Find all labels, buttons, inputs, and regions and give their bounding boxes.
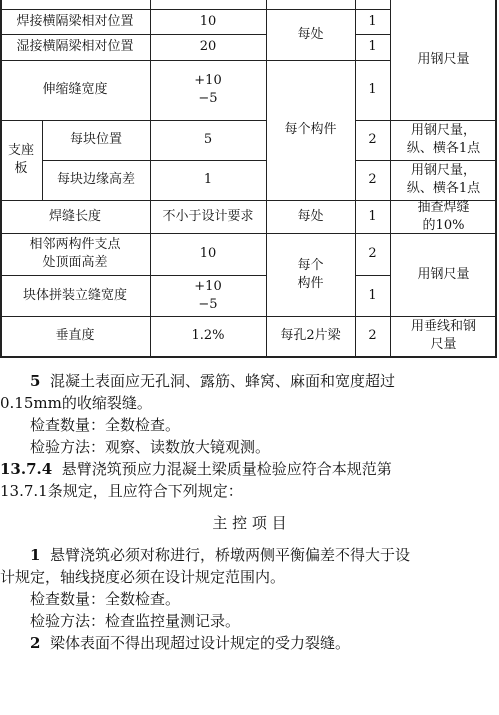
value-cell: 5	[203, 132, 213, 147]
group-cell	[0, 120, 42, 200]
section-text: 悬臂浇筑预应力混凝土梁质量检验应符合本规范第	[61, 460, 392, 478]
range-cell: 每处	[297, 26, 324, 42]
item-cell: 伸缩缝宽度	[42, 82, 108, 97]
range-cell: 每处	[297, 208, 324, 224]
item-cell: 每块边缘高差	[56, 172, 135, 187]
method-line: 尺量	[430, 337, 457, 352]
table-border-bottom	[0, 356, 497, 358]
method-line: 用垂线和钢	[410, 319, 476, 334]
paragraph-text: 梁体表面不得出现超过设计规定的受力裂缝。	[49, 634, 350, 652]
range-cell: 每孔2片梁	[280, 328, 341, 343]
method-line: 纵、横各1点	[406, 181, 481, 196]
method-line: 抽查焊缝	[417, 199, 470, 215]
method-cell	[390, 200, 497, 233]
seq-cell: 2	[368, 246, 377, 261]
paragraph-2	[0, 632, 499, 654]
value-cell: 1.2%	[191, 328, 225, 343]
seq-cell: 1	[368, 287, 377, 303]
seq-cell: 2	[368, 172, 377, 187]
value-line: +10	[194, 278, 222, 294]
item-cell	[0, 233, 150, 275]
method-cell	[390, 120, 497, 160]
method-cell: 用钢尺量	[417, 266, 470, 282]
paragraph-text: 混凝土表面应无孔洞、露筋、蜂窝、麻面和宽度超过	[49, 372, 395, 390]
value-cell: 不小于设计要求	[162, 208, 254, 224]
value-line: +10	[194, 73, 222, 88]
value-cell: 10	[199, 13, 217, 29]
group-line: 板	[14, 161, 28, 176]
value-cell	[150, 60, 266, 120]
value-cell: 20	[199, 39, 217, 54]
document-body	[0, 370, 499, 654]
range-cell: 每个构件	[284, 122, 337, 137]
item-cell: 块体拼装立缝宽度	[22, 287, 127, 303]
method-cell: 用钢尺量	[417, 52, 470, 67]
method-line: 用钢尺量，	[410, 123, 476, 138]
value-line: −5	[198, 91, 218, 106]
method-cell	[390, 316, 497, 356]
range-line: 每个	[297, 257, 324, 273]
paragraph-1	[0, 544, 499, 566]
seq-cell: 2	[368, 132, 377, 147]
section-continuation: 13.7.1条规定，且应符合下列规定：	[0, 482, 243, 500]
method-line: 用钢尺量，	[410, 163, 476, 178]
item-line: 处顶面高差	[42, 255, 108, 270]
check-quantity: 检查数量：全数检查。	[30, 590, 181, 608]
item-number: 5	[30, 372, 41, 390]
paragraph-text: 悬臂浇筑必须对称进行，桥墩两侧平衡偏差不得大于设	[49, 546, 410, 564]
method-line: 纵、横各1点	[406, 141, 481, 156]
paragraph-continuation: 0.15mm的收缩裂缝。	[0, 394, 152, 412]
section-heading: 主 控 项 目	[212, 514, 287, 532]
seq-cell: 1	[368, 208, 377, 224]
section-13-7-4	[0, 458, 499, 480]
value-cell: 10	[199, 246, 217, 261]
inspection-table	[0, 0, 497, 358]
value-line: −5	[198, 296, 218, 312]
paragraph-5	[0, 370, 499, 392]
check-quantity: 检查数量：全数检查。	[30, 416, 181, 434]
item-cell: 焊接横隔梁相对位置	[16, 13, 134, 29]
method-line: 的10%	[422, 217, 465, 233]
seq-cell: 1	[368, 82, 377, 97]
item-cell: 每块位置	[69, 132, 122, 147]
value-cell: 1	[203, 172, 213, 187]
item-number: 1	[30, 546, 41, 564]
paragraph-continuation: 计规定，轴线挠度必须在设计规定范围内。	[0, 568, 286, 586]
seq-cell: 1	[368, 39, 377, 54]
section-number: 13.7.4	[0, 460, 53, 478]
item-number: 2	[30, 634, 41, 652]
value-cell	[150, 275, 266, 316]
check-method: 检验方法：观察、读数放大镜观测。	[30, 438, 271, 456]
range-cell	[266, 233, 355, 316]
method-cell	[390, 160, 497, 200]
item-cell: 湿接横隔梁相对位置	[16, 39, 134, 54]
seq-cell: 2	[368, 328, 377, 343]
item-cell: 垂直度	[55, 328, 95, 343]
item-cell: 焊缝长度	[48, 208, 101, 224]
seq-cell: 1	[368, 13, 377, 29]
check-method: 检验方法：检查监控量测记录。	[30, 612, 241, 630]
range-line: 构件	[297, 275, 324, 291]
group-line: 支座	[7, 143, 34, 158]
item-line: 相邻两构件支点	[29, 237, 121, 252]
